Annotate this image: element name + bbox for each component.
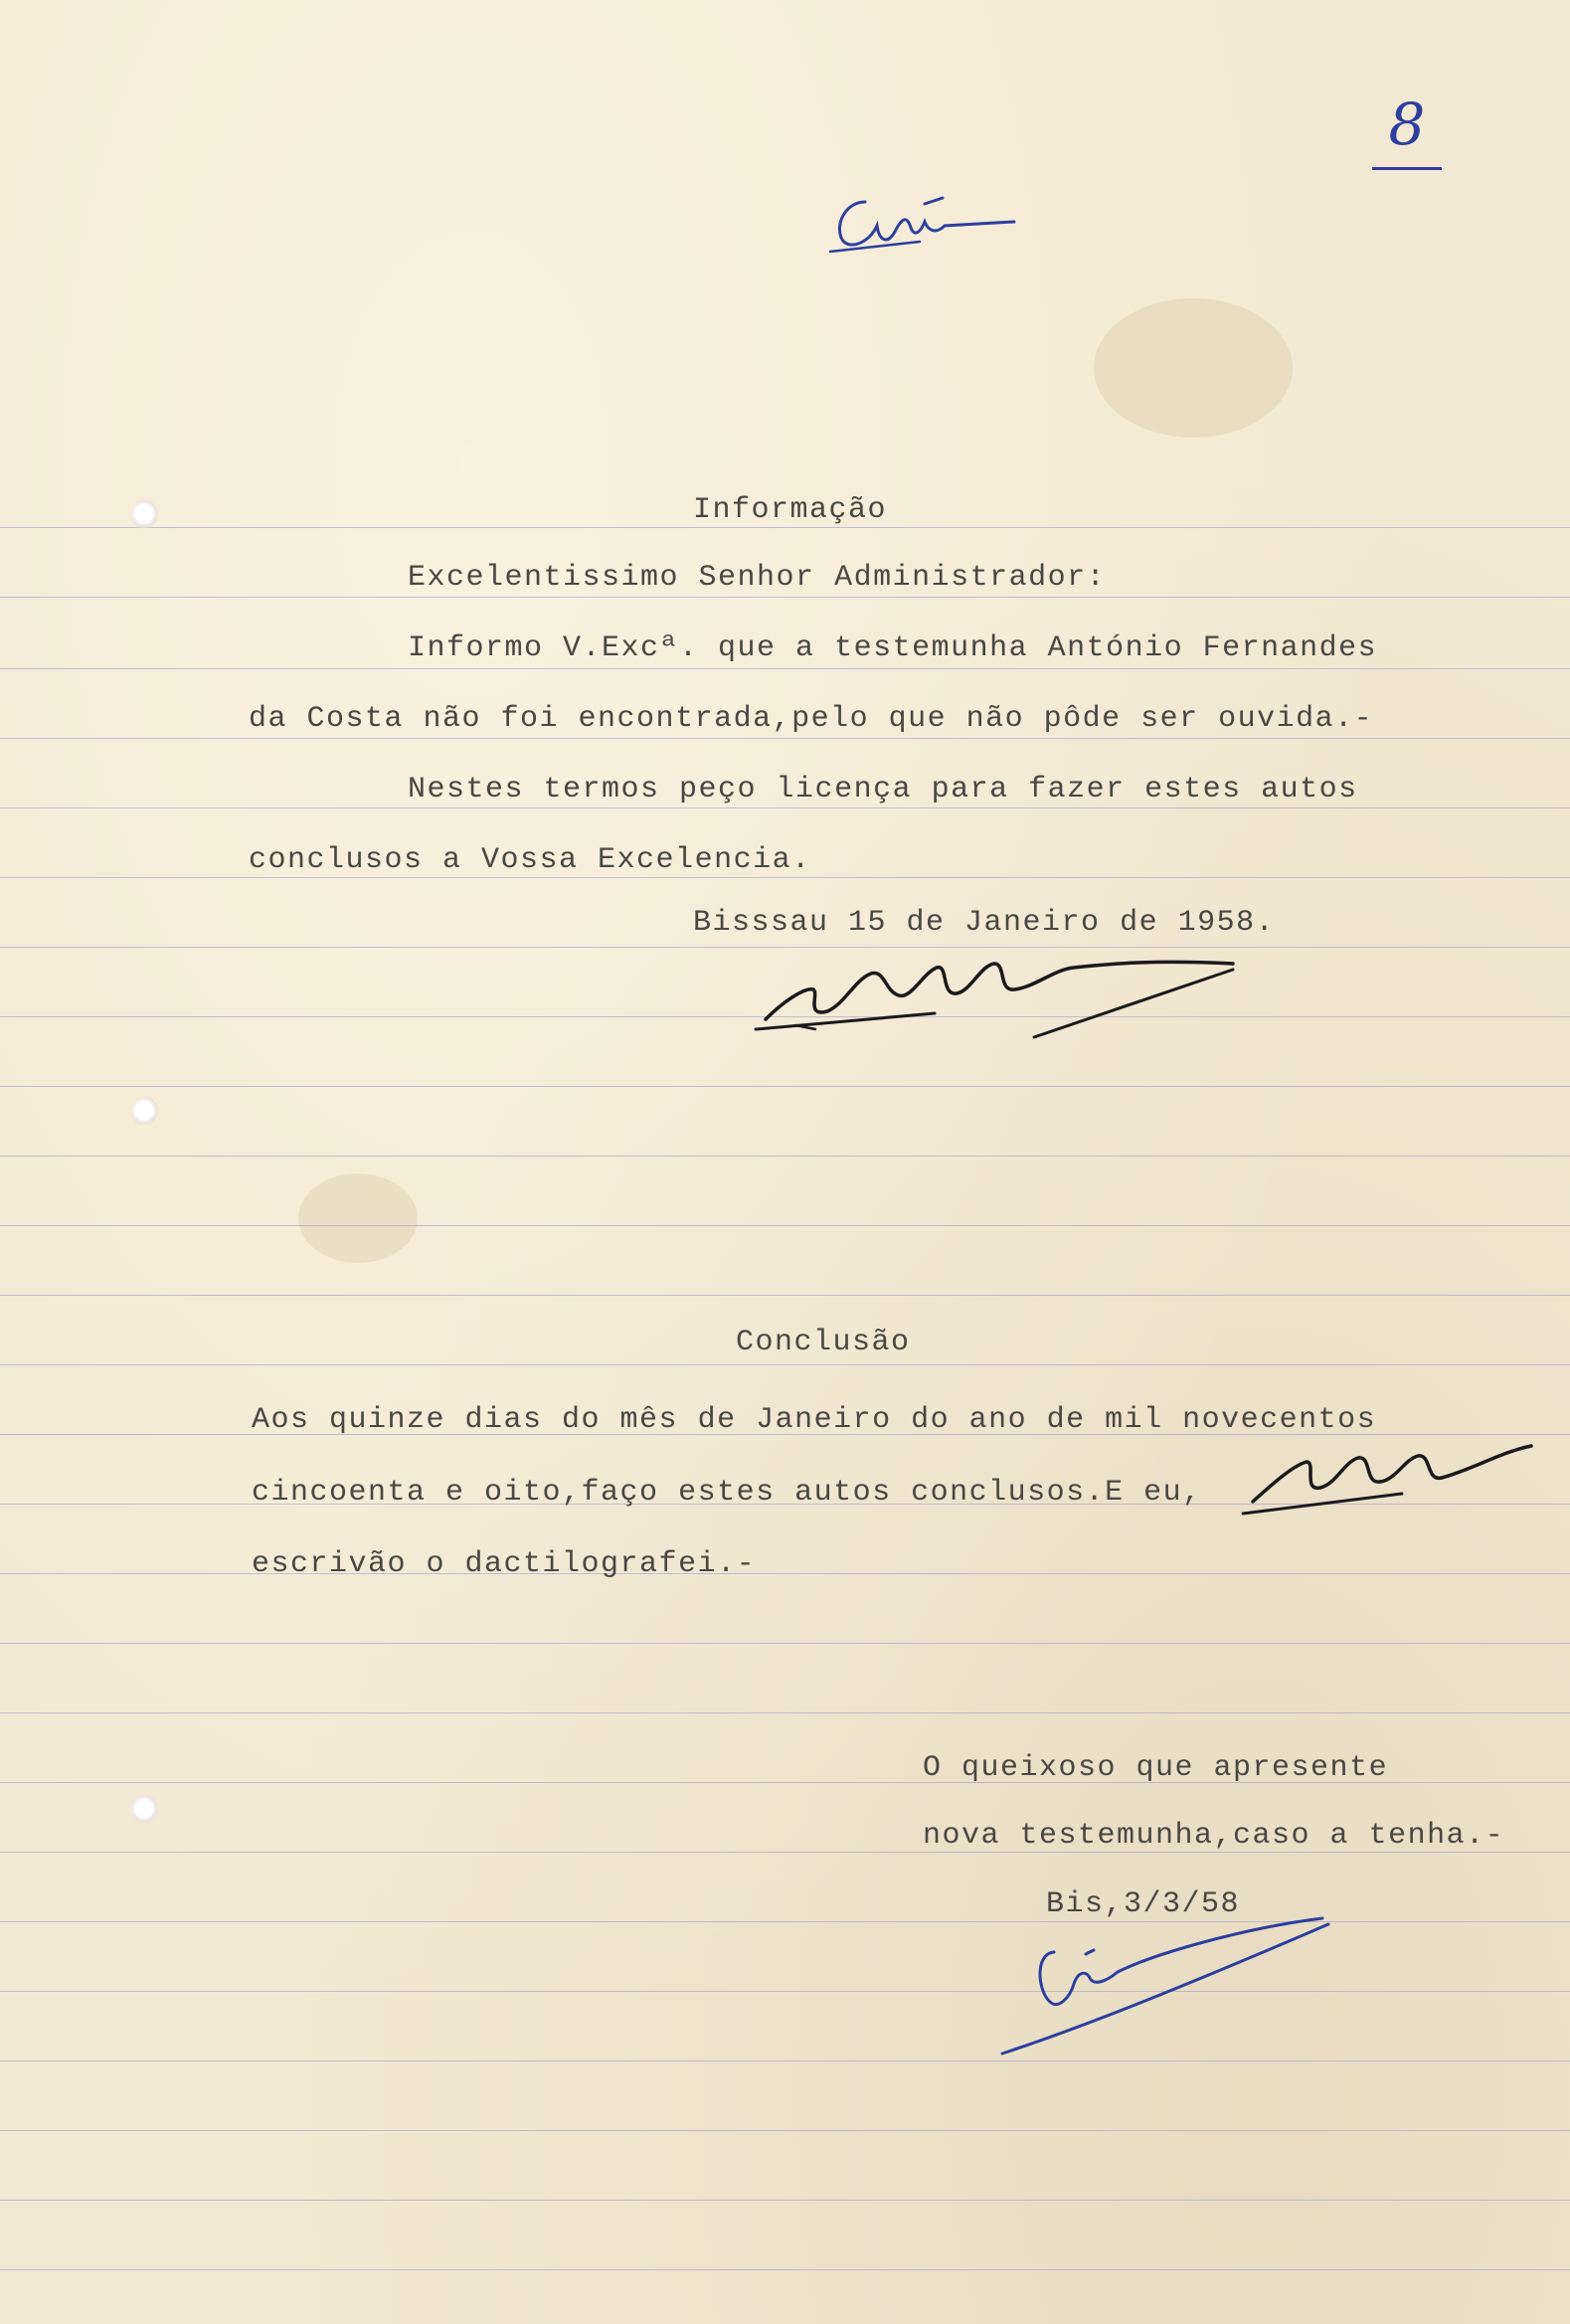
paragraph-line: Nestes termos peço licença para fazer estes autos [408, 773, 1358, 806]
paper-stain [1094, 298, 1293, 438]
paragraph-line: da Costa não foi encontrada,pelo que não pôde ser ouvida.- [249, 702, 1374, 736]
folio-underline [1372, 167, 1442, 170]
ruled-line [0, 668, 1570, 669]
ruled-line [0, 1573, 1570, 1574]
ruled-line [0, 1156, 1570, 1157]
folio-number: 8 [1388, 90, 1426, 158]
ruled-line [0, 1712, 1570, 1713]
punch-hole [132, 1795, 158, 1825]
ruled-line [0, 1643, 1570, 1644]
signature-stroke [1002, 1924, 1328, 2054]
paper-stain [298, 1173, 418, 1263]
ruled-line [0, 2269, 1570, 2270]
place-date: Bisssau 15 de Janeiro de 1958. [693, 906, 1276, 940]
initials-stroke [925, 198, 943, 204]
information-heading: Informação [693, 493, 888, 527]
ruled-line [0, 597, 1570, 598]
conclusion-heading: Conclusão [736, 1326, 911, 1359]
ruled-line [0, 807, 1570, 808]
signature-stroke [1253, 1446, 1531, 1502]
initials-stroke [839, 202, 1014, 245]
punch-hole [132, 1097, 158, 1127]
clerk-initials [1233, 1422, 1551, 1531]
ruled-line [0, 738, 1570, 739]
paragraph-line: Informo V.Excª. que a testemunha António Fernandes [408, 631, 1378, 665]
salutation: Excelentissimo Senhor Administrador: [408, 561, 1107, 595]
ruled-line [0, 1364, 1570, 1365]
signature-stroke [766, 962, 1233, 1019]
ruled-line [0, 2200, 1570, 2201]
paragraph-line: conclusos a Vossa Excelencia. [249, 843, 811, 877]
punch-hole [132, 500, 158, 530]
signature-stroke [1243, 1494, 1402, 1514]
conclusion-line: cincoenta e oito,faço estes autos conclusos.E eu, [252, 1476, 1202, 1510]
ruled-line [0, 1225, 1570, 1226]
signature-stroke [1040, 1918, 1322, 2005]
clerk-signature [736, 930, 1253, 1059]
signature-stroke [756, 1013, 935, 1029]
initials-mark [825, 174, 1024, 264]
conclusion-line: Aos quinze dias do mês de Janeiro do ano de mil novecentos [252, 1403, 1377, 1437]
despacho-date: Bis,3/3/58 [1046, 1887, 1241, 1921]
despacho-line: O queixoso que apresente [923, 1751, 1389, 1785]
ruled-line [0, 1086, 1570, 1087]
ruled-line [0, 1295, 1570, 1296]
signature-stroke [1034, 970, 1233, 1037]
despacho-line: nova testemunha,caso a tenha.- [923, 1819, 1505, 1853]
signature-stroke [1086, 1950, 1094, 1954]
administrator-signature [994, 1914, 1352, 2063]
ruled-line [0, 2130, 1570, 2131]
conclusion-line: escrivão o dactilografei.- [252, 1547, 757, 1581]
